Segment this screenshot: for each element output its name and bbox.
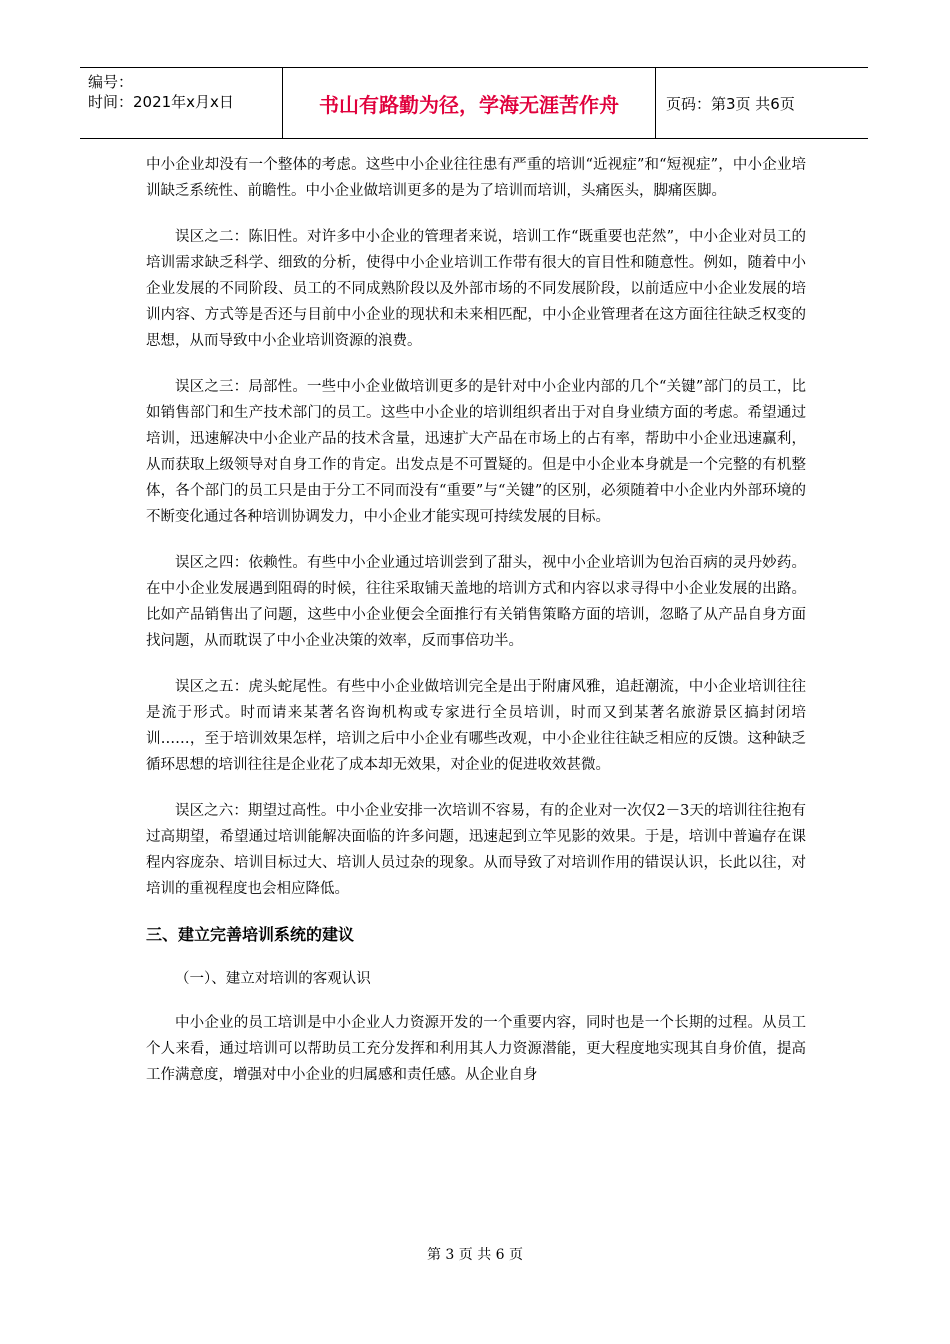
paragraph-misconception-2: 误区之二：陈旧性。对许多中小企业的管理者来说，培训工作“既重要也茫然”，中小企业对员工的培训需求缺乏科学、细致的分析，使得中小企业培训工作带有很大的盲目性和随意性。例如，随着中小企业发展的不同阶段、员工的不同成熟阶段以及外部市场的不同发展阶段，以前适应中小企业发展的培训内容、方式等是否还与目前中小企业的现状和未来相匹配，中小企业管理者在这方面往往缺乏权变的思想，从而导致中小企业培训资源的浪费。: [146, 229, 806, 349]
header-number-label: 编号：: [88, 73, 134, 91]
header-date-label: 时间：2021年x月x日: [88, 93, 234, 111]
header-motto: 书山有路勤为径，学海无涯苦作舟: [282, 68, 656, 138]
paragraph-misconception-6: 误区之六：期望过高性。中小企业安排一次培训不容易，有的企业对一次仅2－3天的培训往往抱有过高期望，希望通过培训能解决面临的许多问题，迅速起到立竿见影的效果。于是，培训中普遍存在课程内容庞杂、培训目标过大、培训人员过杂的现象。从而导致了对培训作用的错误认识，长此以往，对培训的重视程度也会相应降低。: [146, 803, 806, 897]
paragraph-continuation: 中小企业却没有一个整体的考虑。这些中小企业往往患有严重的培训“近视症”和“短视症”，中小企业培训缺乏系统性、前瞻性。中小企业做培训更多的是为了培训而培训，头痛医头，脚痛医脚。: [146, 157, 806, 199]
section-title: 三、建立完善培训系统的建议: [146, 925, 355, 944]
paragraph-misconception-3: 误区之三：局部性。一些中小企业做培训更多的是针对中小企业内部的几个“关键”部门的员工，比如销售部门和生产技术部门的员工。这些中小企业的培训组织者出于对自身业绩方面的考虑。希望通过培训，迅速解决中小企业产品的技术含量，迅速扩大产品在市场上的占有率，帮助中小企业迅速赢利，从而获取上级领导对自身工作的肯定。出发点是不可置疑的。但是中小企业本身就是一个完整的有机整体，各个部门的员工只是由于分工不同而没有“重要”与“关键”的区别，必须随着中小企业内外部环境的不断变化通过各种培训协调发力，中小企业才能实现可持续发展的目标。: [146, 379, 806, 525]
page-header: [80, 67, 868, 139]
paragraph-training-view: 中小企业的员工培训是中小企业人力资源开发的一个重要内容，同时也是一个长期的过程。从员工个人来看，通过培训可以帮助员工充分发挥和利用其人力资源潜能，更大程度地实现其自身价值，提高工作满意度，增强对中小企业的归属感和责任感。从企业自身: [146, 1015, 806, 1083]
paragraph-misconception-4: 误区之四：依赖性。有些中小企业通过培训尝到了甜头，视中小企业培训为包治百病的灵丹妙药。在中小企业发展遇到阻碍的时候，往往采取铺天盖地的培训方式和内容以求寻得中小企业发展的出路。比如产品销售出了问题，这些中小企业便会全面推行有关销售策略方面的培训，忽略了从产品自身方面找问题，从而耽误了中小企业决策的效率，反而事倍功半。: [146, 555, 806, 649]
page-footer: 第 3 页 共 6 页: [426, 1247, 524, 1263]
header-page-info: 页码：第3页 共6页: [666, 94, 795, 113]
document-body: [146, 152, 806, 1108]
header-meta: [80, 68, 282, 138]
sub-section-title: （一）、建立对培训的客观认识: [175, 971, 371, 987]
paragraph-misconception-5: 误区之五：虎头蛇尾性。有些中小企业做培训完全是出于附庸风雅，追赶潮流，中小企业培训往往是流于形式。时而请来某著名咨询机构或专家进行全员培训，时而又到某著名旅游景区搞封闭培训……，至于培训效果怎样，培训之后中小企业有哪些改观，中小企业往往缺乏相应的反馈。这种缺乏循环思想的培训往往是企业花了成本却无效果，对企业的促进收效甚微。: [146, 679, 806, 773]
